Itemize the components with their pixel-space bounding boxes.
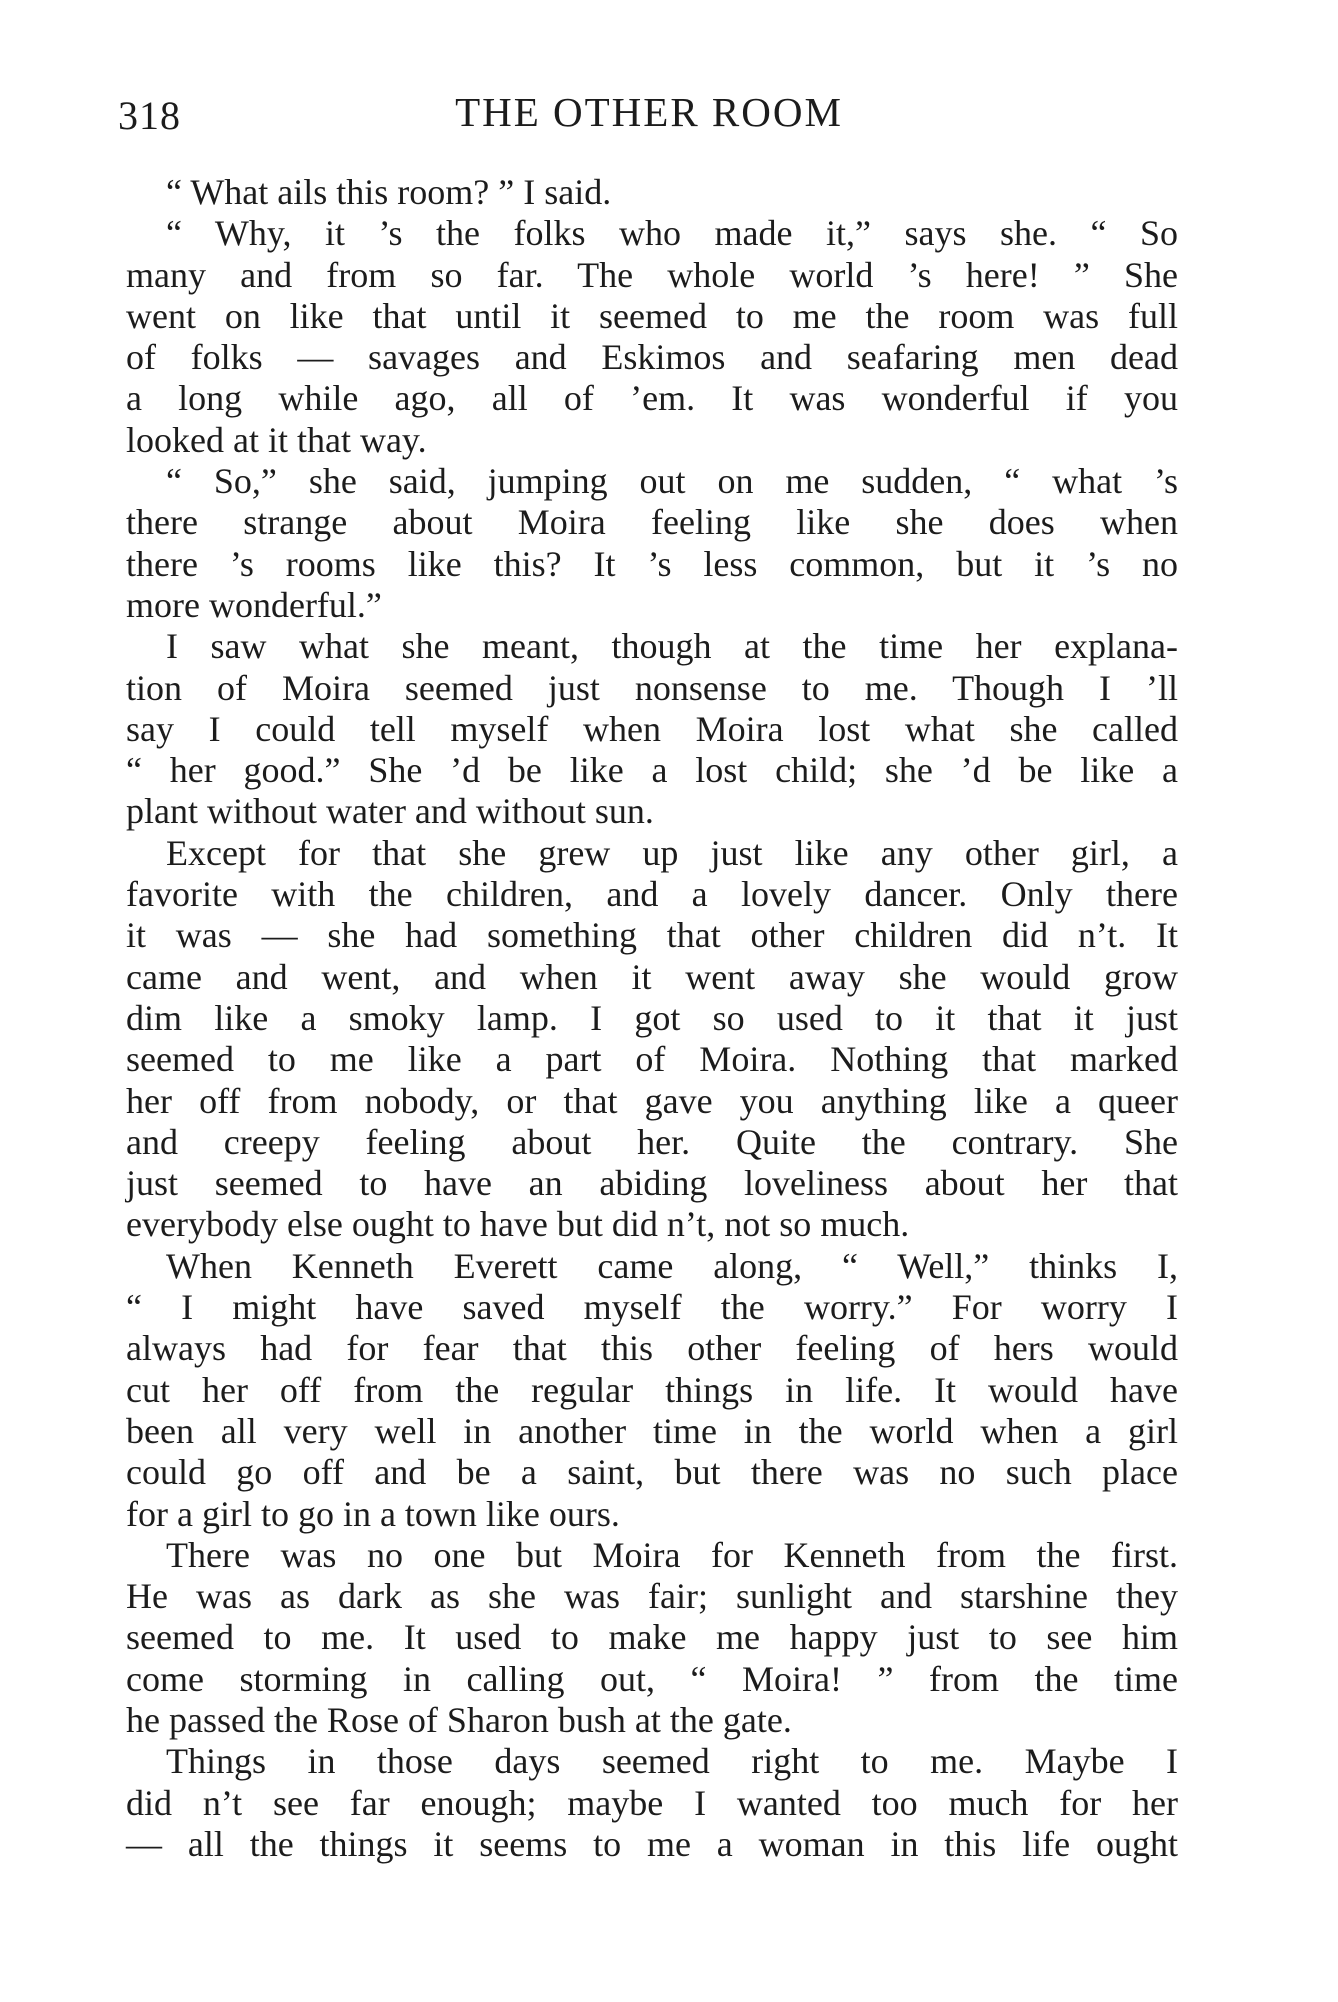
text-line: seemed to me. It used to make me happy just to see him: [126, 1617, 1178, 1658]
text-line: went on like that until it seemed to me the room was full: [126, 295, 1178, 336]
text-line: and creepy feeling about her. Quite the contrary. She: [126, 1121, 1178, 1162]
text-line: came and went, and when it went away she would grow: [126, 956, 1178, 997]
text-line: there strange about Moira feeling like she does when: [126, 502, 1178, 543]
body-text: [126, 172, 1178, 1865]
text-line: “ her good.” She ’d be like a lost child; she ’d be like a: [126, 750, 1178, 791]
text-line: There was no one but Moira for Kenneth from the first.: [166, 1534, 1178, 1575]
text-line: her off from nobody, or that gave you anything like a queer: [126, 1080, 1178, 1121]
text-line: many and from so far. The whole world ’s here! ” She: [126, 254, 1178, 295]
text-line: it was — she had something that other children did n’t. It: [126, 915, 1178, 956]
text-line: Except for that she grew up just like any other girl, a: [166, 832, 1178, 873]
text-line: — all the things it seems to me a woman in this life ought: [126, 1823, 1178, 1864]
text-line: looked at it that way.: [126, 419, 427, 460]
text-line: cut her off from the regular things in life. It would have: [126, 1369, 1178, 1410]
text-line: plant without water and without sun.: [126, 791, 654, 832]
text-line: he passed the Rose of Sharon bush at the gate.: [126, 1699, 792, 1740]
text-line: “ I might have saved myself the worry.” For worry I: [126, 1287, 1178, 1328]
text-line: there ’s rooms like this? It ’s less common, but it ’s no: [126, 543, 1178, 584]
text-line: could go off and be a saint, but there was no such place: [126, 1452, 1178, 1493]
text-line: He was as dark as she was fair; sunlight and starshine they: [126, 1576, 1178, 1617]
text-line: more wonderful.”: [126, 584, 382, 625]
text-line: When Kenneth Everett came along, “ Well,” thinks I,: [166, 1245, 1178, 1286]
text-line: tion of Moira seemed just nonsense to me. Though I ’ll: [126, 667, 1178, 708]
text-line: of folks — savages and Eskimos and seafaring men dead: [126, 337, 1178, 378]
text-line: dim like a smoky lamp. I got so used to it that it just: [126, 997, 1178, 1038]
text-line: favorite with the children, and a lovely dancer. Only there: [126, 874, 1178, 915]
text-line: “ What ails this room? ” I said.: [166, 172, 612, 212]
running-title: THE OTHER ROOM: [455, 89, 843, 135]
text-line: Things in those days seemed right to me. Maybe I: [166, 1741, 1178, 1782]
text-line: “ Why, it ’s the folks who made it,” says she. “ So: [166, 213, 1178, 254]
text-line: did n’t see far enough; maybe I wanted too much for her: [126, 1782, 1178, 1823]
text-line: been all very well in another time in the world when a girl: [126, 1410, 1178, 1451]
text-line: seemed to me like a part of Moira. Nothing that marked: [126, 1039, 1178, 1080]
page-header: [118, 88, 1180, 144]
text-line: I saw what she meant, though at the time her explana-: [166, 626, 1178, 667]
text-line: for a girl to go in a town like ours.: [126, 1493, 620, 1534]
text-line: just seemed to have an abiding loveliness about her that: [126, 1163, 1178, 1204]
text-line: everybody else ought to have but did n’t, not so much.: [126, 1204, 910, 1245]
text-line: come storming in calling out, “ Moira! ” from the time: [126, 1658, 1178, 1699]
text-line: always had for fear that this other feeling of hers would: [126, 1328, 1178, 1369]
page-number: 318: [118, 93, 181, 138]
text-line: say I could tell myself when Moira lost what she called: [126, 708, 1178, 749]
text-line: a long while ago, all of ’em. It was wonderful if you: [126, 378, 1178, 419]
text-line: “ So,” she said, jumping out on me sudden, “ what ’s: [166, 461, 1178, 502]
